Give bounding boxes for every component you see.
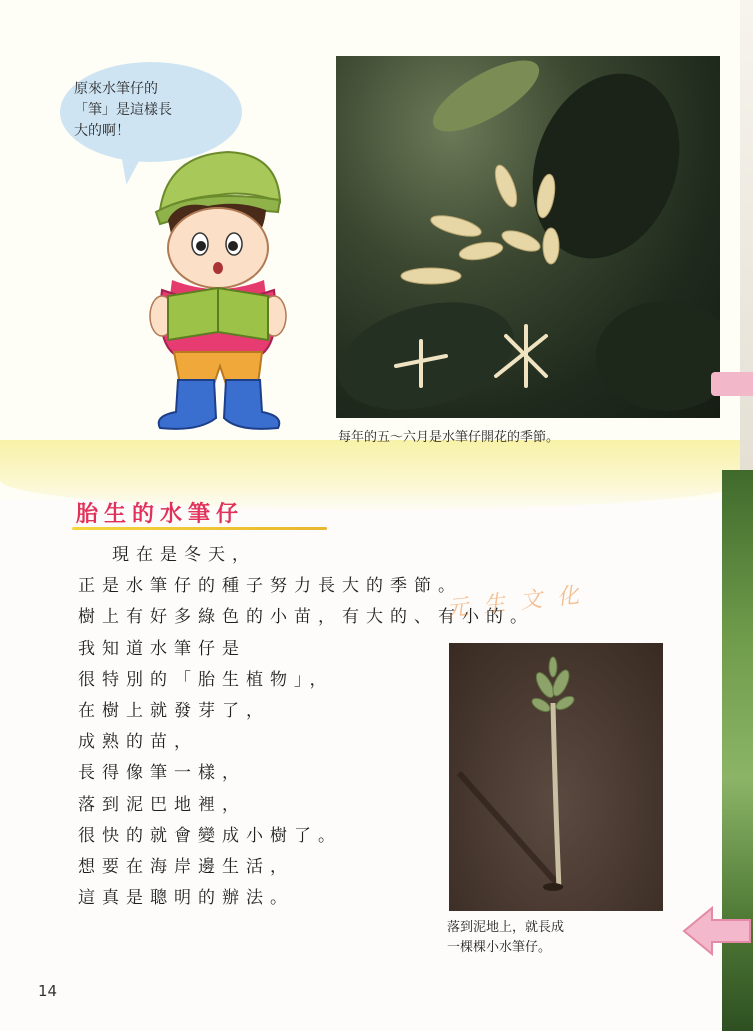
seedling-caption-line-2: 一棵棵小水筆仔。 <box>447 940 552 955</box>
publisher-watermark: 元 生 文 化 <box>445 582 585 623</box>
speech-bubble-text <box>74 79 224 142</box>
body-line: 在樹上就發芽了， <box>78 701 270 722</box>
page-tab-marker <box>711 372 753 396</box>
page-edge-top <box>740 0 753 470</box>
bubble-line-1: 原來水筆仔的 <box>74 81 158 97</box>
child-reading-illustration <box>138 140 298 440</box>
seedling-illustration <box>449 643 663 911</box>
seedling-photo-caption <box>447 918 677 958</box>
title-underline <box>72 527 327 530</box>
body-line: 落到泥巴地裡， <box>78 794 246 815</box>
body-line: 很特別的「胎生植物」， <box>78 669 334 690</box>
body-line: 想要在海岸邊生活， <box>78 857 294 878</box>
body-line: 這真是聰明的辦法。 <box>78 888 294 909</box>
body-line: 樹上有好多綠色的小苗，有大的、有小的。 <box>78 607 534 628</box>
bubble-line-3: 大的啊！ <box>74 123 130 139</box>
body-line: 很快的就會變成小樹了。 <box>78 825 342 846</box>
seedling-caption-line-1: 落到泥地上，就長成 <box>447 920 565 935</box>
mangrove-flower-photo <box>336 56 720 418</box>
body-line: 現在是冬天， <box>112 545 256 565</box>
bubble-line-2: 「筆」是這樣長 <box>74 102 172 118</box>
seedling-photo <box>449 643 663 911</box>
body-line: 長得像筆一樣， <box>78 763 246 784</box>
page-number: 14 <box>38 982 58 1000</box>
flower-photo-caption: 每年的五～六月是水筆仔開花的季節。 <box>338 430 560 445</box>
left-arrow-icon <box>682 904 752 958</box>
body-line: 正是水筆仔的種子努力長大的季節。 <box>78 576 462 597</box>
article-title: 胎生的水筆仔 <box>76 502 245 527</box>
flower-illustration <box>336 56 720 418</box>
body-line: 成熟的苗， <box>78 732 198 753</box>
body-line: 我知道水筆仔是 <box>78 638 246 659</box>
